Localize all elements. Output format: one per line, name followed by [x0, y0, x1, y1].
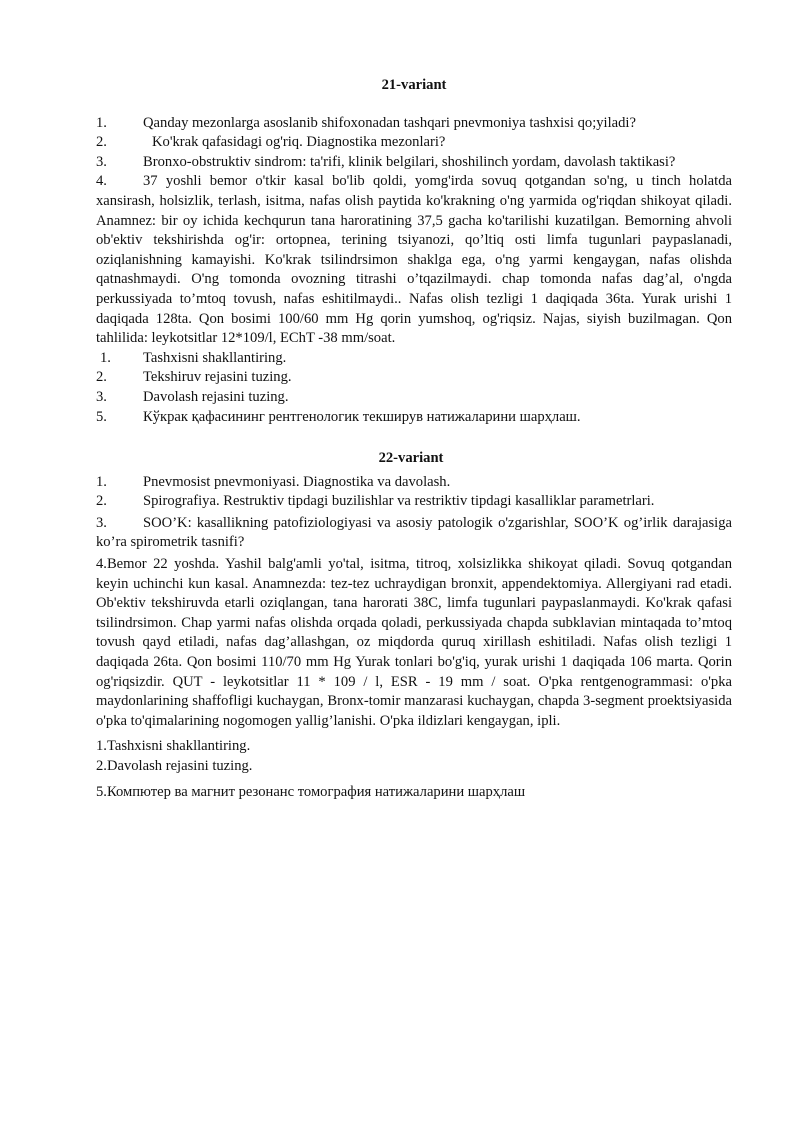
- v21-question-1: [96, 114, 732, 134]
- v22-task-2: 2.Davolash rejasini tuzing.: [96, 758, 253, 774]
- v21-task-1: [96, 349, 732, 369]
- v21-task-1-number: 1.: [100, 349, 111, 366]
- v22-final-task: 5.Компютер ва магнит резонанс томография натижаларини шарҳлаш: [96, 783, 526, 800]
- v22-question-1-number: 1.: [96, 473, 107, 490]
- variant-22-title: 22-variant: [378, 450, 444, 467]
- v22-question-1: [96, 473, 732, 493]
- v22-question-2-text: Spirografiya. Restruktiv tipdagi buzilishlar va restriktiv tipdagi kasalliklar parametrlari.: [143, 493, 655, 510]
- v22-question-3-number: 3.: [96, 514, 107, 531]
- v21-question-3: [96, 153, 732, 173]
- v22-question-2-number: 2.: [96, 493, 107, 510]
- v21-task-5-number: 5.: [96, 408, 107, 425]
- v21-case-paragraph: [96, 172, 732, 348]
- v22-question-2: [96, 492, 732, 512]
- v22-question-1-text: Pnevmosist pnevmoniyasi. Diagnostika va davolash.: [143, 473, 451, 490]
- variant-21-title: 21-variant: [381, 77, 447, 93]
- v21-question-2-text: Ko'krak qafasidagi og'riq. Diagnostika mezonlari?: [152, 134, 446, 151]
- v22-task-1: 1.Tashxisni shakllantiring.: [96, 738, 251, 755]
- v21-case-number: 4.: [96, 173, 107, 190]
- v21-question-2: [96, 133, 732, 153]
- v22-question-3: [96, 514, 732, 553]
- v21-task-3-text: Davolash rejasini tuzing.: [143, 388, 289, 405]
- v21-task-5-text: Кўкрак қафасининг рентгенологик текширув натижаларини шарҳлаш.: [143, 408, 581, 425]
- v21-task-2-text: Tekshiruv rejasini tuzing.: [143, 369, 292, 386]
- v22-question-3-text: SOO’K: kasallikning patofiziologiyasi va asosiy patologik o'zgarishlar, SOO’K og’irlik darajasiga ko’ra spirometrik tasnifi?: [96, 514, 732, 551]
- document-content: [96, 76, 732, 802]
- v21-case-text: 37 yoshli bemor o'tkir kasal bo'lib qoldi, yomg'irda sovuq qotgandan so'ng, u tinch holatda xansirash, holsizlik, terlash, isitma, nafas olish paytida ko'krakning o'ng yarmida og'riqdan shikoyat qiladi. Anamnez: bir oy ichida kechqurun tana haroratining 37,5 gacha ko'tarilishi kuzatilgan. Bemorning ahvoli ob'ektiv tekshirishda og'ir: ortopnea, terining tsiyanozi, qo’ltiq osti limfa tugunlari paypaslanadi, oziqlanishning kamayishi. Ko'krak tsilindrsimon shaklga ega, o'ng yarmi kengaygan, nafas olishda qatnashmaydi. O'ng tomonda ovozning titrashi o’tqazilmaydi. chap tomonda nafas dag’al, o'ngda perkussiyada to’mtoq tovush, nafas eshitilmaydi.. Nafas olish tezligi 1 daqiqada 36ta. Yurak urishi 1 daqiqada 128ta. Qon bosimi 100/60 mm Hg qorin yumshoq, og'riqsiz. Najas, siyish buzilmagan. Qon tahlilida: leykotsitlar 12*109/l, EChT -38 mm/soat.: [96, 173, 732, 347]
- v21-task-5: [96, 408, 732, 428]
- v22-case-paragraph: 4.Bemor 22 yoshda. Yashil balg'amli yo'tal, isitma, titroq, xolsizlikka shikoyat qiladi. Sovuq qotgandan keyin uchinchi kun kasal. Anamnezda: tez-tez uchraydigan bronxit, appendektomiya. Allergiyani rad etadi. Ob'ektiv tekshiruvda etarli oziqlangan, tana harorati 38C, limfa tugunlari paypaslanmaydi. Ko'krak qafasi tsilindrsimon. Chap yarmi nafas olishda orqada qoladi, perkussiyada chapda subklavian mintaqada to’mtoq tovush qayd etiladi, nafas dag’allashgan, oz miqdorda quruq xirillash eshitiladi. Nafas olish tezligi 1 daqiqada 26ta. Qon bosimi 110/70 mm Hg Yurak tonlari bo'g'iq, yurak urishi 1 daqiqada 106 marta. Qorin og'riqsizdir. QUT - leykotsitlar 11 * 109 / l, ESR - 19 mm / soat. O'pka rentgenogrammasi: o'pka maydonlarining shaffofligi kuchaygan, Bronx-tomir manzarasi kuchaygan, chapda 3-segment proektsiyasida o'pka to'qimalarining nogomogen yallig’lanishi. O'pka ildizlari kengaygan, ipli.: [96, 556, 732, 729]
- v21-question-3-number: 3.: [96, 153, 107, 170]
- v21-task-1-text: Tashxisni shakllantiring.: [143, 349, 287, 366]
- v21-task-3: [96, 388, 732, 408]
- v21-question-2-number: 2.: [96, 134, 107, 151]
- v21-task-2: [96, 368, 732, 388]
- v21-task-3-number: 3.: [96, 388, 107, 405]
- v21-question-1-text: Qanday mezonlarga asoslanib shifoxonadan tashqari pnevmoniya tashxisi qo;yiladi?: [143, 114, 636, 131]
- v21-question-1-number: 1.: [96, 114, 107, 131]
- v21-question-3-text: Bronxo-obstruktiv sindrom: ta'rifi, klinik belgilari, shoshilinch yordam, davolash taktikasi?: [143, 153, 676, 170]
- v21-task-2-number: 2.: [96, 369, 107, 386]
